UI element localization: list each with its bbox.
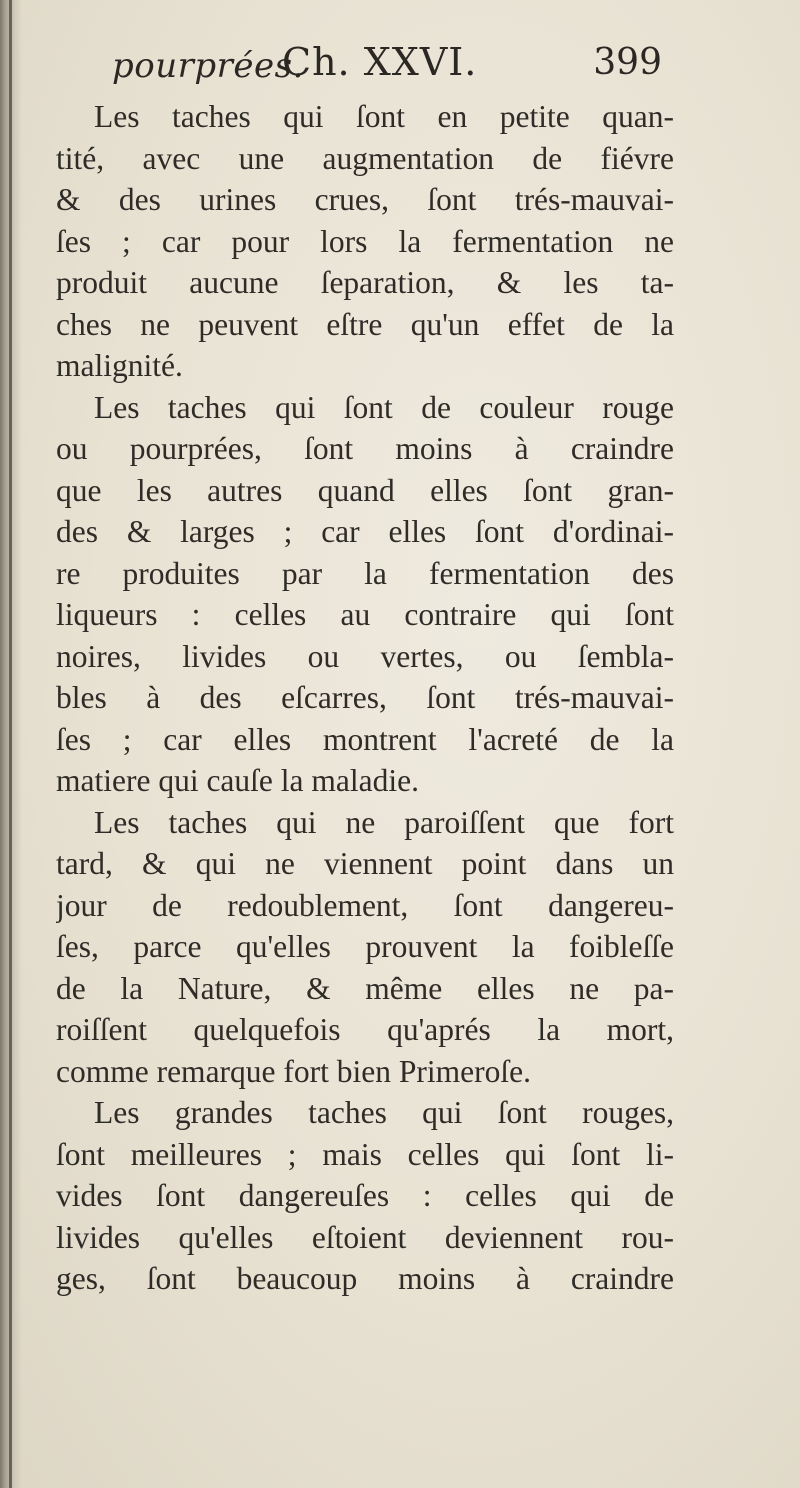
text-line: noires, livides ou vertes, ou ſembla- xyxy=(56,638,674,674)
text-line: matiere qui cauſe la maladie. xyxy=(56,763,419,798)
text-line: ſont meilleures ; mais celles qui ſont li- xyxy=(56,1136,674,1172)
running-head-chapter: Ch. XXVI. xyxy=(282,40,478,84)
body-text xyxy=(56,96,674,1300)
paragraph xyxy=(56,802,674,1093)
text-line: roiſſent quelquefois qu'aprés la mort, xyxy=(56,1012,674,1047)
text-line: ſes, parce qu'elles prouvent la foibleſſe xyxy=(56,929,674,964)
text-line: ou pourprées, ſont moins à craindre xyxy=(56,431,674,466)
text-line: malignité. xyxy=(56,348,183,383)
text-line: Les taches qui ſont en petite quan- xyxy=(94,99,674,134)
text-line: ſes ; car pour lors la fermentation ne xyxy=(56,223,674,259)
text-line: comme remarque fort bien Primeroſe. xyxy=(56,1053,531,1089)
running-head xyxy=(112,38,672,98)
text-line: de la Nature, & même elles ne pa- xyxy=(56,970,674,1006)
text-line: livides qu'elles eſtoient deviennent rou- xyxy=(56,1219,674,1255)
binding-edge-line xyxy=(9,0,12,1488)
text-line: tité, avec une augmentation de fiévre xyxy=(56,140,674,176)
text-line: liqueurs : celles au contraire qui ſont xyxy=(56,597,674,632)
text-line: ges, ſont beaucoup moins à craindre xyxy=(56,1261,674,1296)
text-line: bles à des eſcarres, ſont trés-mauvai- xyxy=(56,680,674,715)
text-line: que les autres quand elles ſont gran- xyxy=(56,472,674,508)
running-head-word: pourprées. xyxy=(112,46,304,86)
text-line: Les taches qui ſont de couleur rouge xyxy=(94,389,674,425)
text-line: & des urines crues, ſont trés-mauvai- xyxy=(56,182,674,217)
paragraph xyxy=(56,96,674,387)
text-line: des & larges ; car elles ſont d'ordinai- xyxy=(56,514,674,549)
text-line: tard, & qui ne viennent point dans un xyxy=(56,846,674,881)
text-line: produit aucune ſeparation, & les ta- xyxy=(56,265,674,300)
text-line: ches ne peuvent eſtre qu'un effet de la xyxy=(56,306,674,342)
text-line: Les grandes taches qui ſont rouges, xyxy=(94,1095,674,1130)
text-line: re produites par la fermentation des xyxy=(56,555,674,591)
page-number: 399 xyxy=(593,42,662,83)
text-line: jour de redoublement, ſont dangereu- xyxy=(56,887,674,923)
text-line: vides ſont dangereuſes : celles qui de xyxy=(56,1178,674,1213)
paragraph xyxy=(56,387,674,802)
text-line: ſes ; car elles montrent l'acreté de la xyxy=(56,721,674,757)
paragraph xyxy=(56,1092,674,1300)
text-line: Les taches qui ne paroiſſent que fort xyxy=(94,804,674,840)
